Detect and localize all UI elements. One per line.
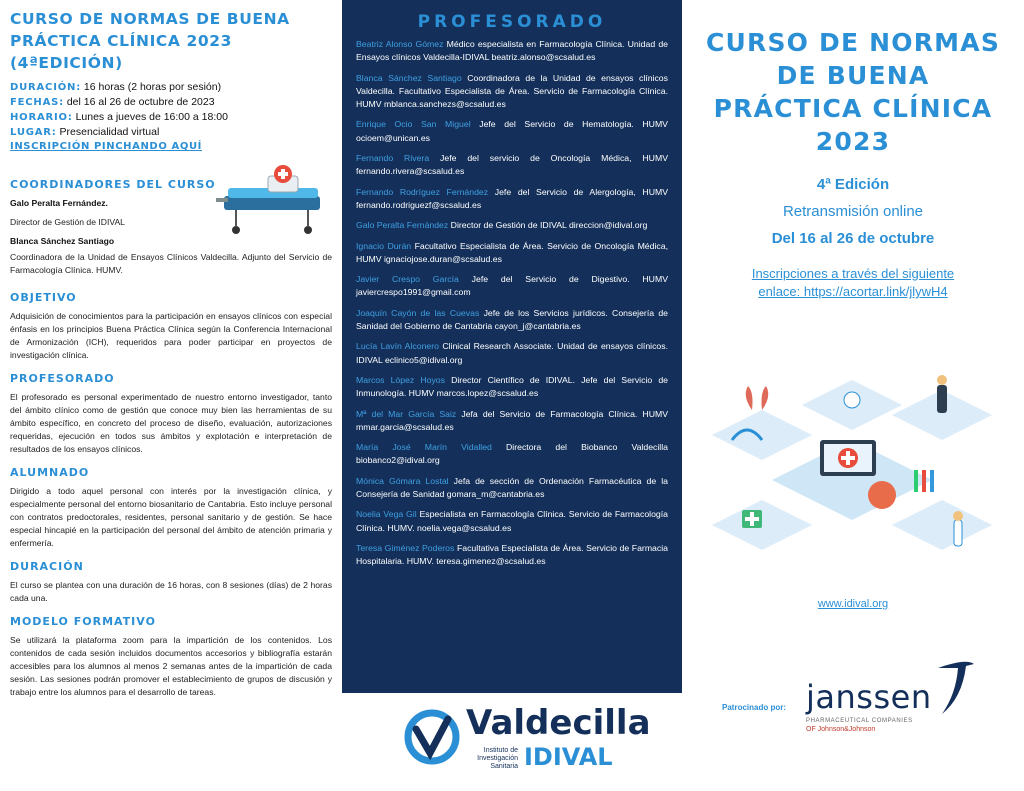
faculty-entry <box>356 118 668 145</box>
valdecilla-subtitle: Instituto de Investigación Sanitaria <box>477 747 518 770</box>
faculty-entry <box>356 508 668 535</box>
idival-wordmark: IDIVAL <box>524 743 613 771</box>
faculty-entry-desc: Jefa del Servicio de Farmacología Clínica. HUMV mmar.garcia@scsalud.es <box>356 408 668 432</box>
signup-link[interactable]: Inscripciones a través del siguiente enlace: https://acortar.link/jlywH4 <box>751 266 955 299</box>
duration-text: El curso se plantea con una duración de 16 horas, con 8 sesiones (días) de 2 horas cada una. <box>10 580 332 603</box>
faculty-list <box>356 38 668 569</box>
model-heading: MODELO FORMATIVO <box>10 615 156 628</box>
faculty-entry-name: Javier Crespo García <box>356 274 459 285</box>
janssen-wordmark: janssen <box>806 678 932 716</box>
info-place: LUGAR: Presencialidad virtual <box>10 126 160 138</box>
faculty-entry-name: Marcos López Hoyos <box>356 374 445 385</box>
faculty-entry-name: Lucía Lavín Alconero <box>356 341 439 352</box>
coordinators-heading: COORDINADORES DEL CURSO <box>10 178 216 191</box>
faculty-entry <box>356 273 668 300</box>
faculty-entry-desc: Facultativa Especialista de Área. Servicio de Farmacia Hospitalaria. HUMV. teresa.gimenez@scsalud.es <box>356 542 668 567</box>
faculty-entry-desc: Jefe de los Servicios jurídicos. Consejería de Sanidad del Gobierno de Cantabria cayon_j@cantabria.es <box>356 307 668 332</box>
objective-text: Adquisición de conocimientos para la participación en ensayos clínicos con especial énfasis en los principios Buena Práctica Clínica según la Conferencia Internacional de Armonización (ICH), requeridos para poder participar en proyectos de investigación clínica. <box>10 311 332 360</box>
faculty-entry <box>356 441 668 468</box>
faculty-entry-name: Teresa Giménez Poderos <box>356 542 455 553</box>
janssen-swoosh-icon <box>936 658 976 718</box>
faculty-text: El profesorado es personal experimentado de nuestro entorno investigador, tanto del ámbito clínico como de gestión que conoce muy bien las herramientas de su ámbito específico, en concreto del proceso de diseño, evaluación, autorizaciones requeridas, ejecución en todos sus ámbitos y explotación e interpretación de resultados de los ensayos clínicos. <box>10 392 332 454</box>
janssen-subtitle-1: PHARMACEUTICAL COMPANIES <box>806 718 913 724</box>
coordinator-2-name: Blanca Sánchez Santiago <box>10 236 115 246</box>
valdecilla-mark-icon <box>402 707 462 767</box>
faculty-entry-name: Blanca Sánchez Santiago <box>356 72 462 83</box>
medical-illustration <box>702 370 1002 570</box>
course-info <box>10 80 332 154</box>
faculty-entry-desc: Coordinadora de la Unidad de ensayos clínicos Valdecilla. Facultativo Especialista de Área. Servicio de Farmacología Clínica. HUMV mblanca.sanchezs@scsalud.es <box>356 72 668 110</box>
info-schedule: HORARIO: Lunes a jueves de 16:00 a 18:00 <box>10 111 228 123</box>
cover-dates: Del 16 al 26 de octubre <box>771 230 935 247</box>
faculty-entry <box>356 408 668 435</box>
faculty-entry <box>356 374 668 401</box>
faculty-entry-name: Fernando Rivera <box>356 153 430 164</box>
faculty-entry-desc: Especialista en Farmacología Clínica. Servicio de Farmacología Clínica. HUMV. noelia.vega@scsalud.es <box>356 509 668 533</box>
faculty-entry-name: Galo Peralta Fernández <box>356 220 449 231</box>
faculty-heading: PROFESORADO <box>10 372 115 385</box>
faculty-entry <box>356 475 668 502</box>
duration-heading: DURACIÓN <box>10 560 84 573</box>
faculty-entry-desc: Jefa de sección de Ordenación Farmacéutica de la Consejería de Sanidad gomara_m@cantabria.es <box>356 475 668 500</box>
faculty-entry-desc: Jefe del Servicio de Alergología, HUMV fernando.rodriguezf@scsalud.es <box>356 186 668 210</box>
faculty-entry <box>356 152 668 179</box>
coordinator-2-role: Coordinadora de la Unidad de Ensayos Clínicos Valdecilla. Adjunto del Servicio de Farmacología Clínica. HUMV. <box>10 252 332 275</box>
left-panel <box>0 0 342 791</box>
stretcher-illustration <box>216 158 334 238</box>
faculty-entry-name: Beatriz Alonso Gómez <box>356 39 444 49</box>
info-duration: DURACIÓN: 16 horas (2 horas por sesión) <box>10 81 222 93</box>
website-link[interactable]: www.idival.org <box>817 598 889 610</box>
students-text: Dirigido a todo aquel personal con interés por la investigación clínica, y especialmente personal del entorno biosanitario de Cantabria. Esto incluye personal con contratos predoctorales, residentes, personal sanitario y de gestión. Se hace especial hincapié en la participación del personal del ámbito de atención primaria y enfermería. <box>10 486 332 548</box>
course-title: CURSO DE NORMAS DE BUENA PRÁCTICA CLÍNICA 2023 (4ªEDICIÓN) <box>10 10 290 72</box>
faculty-entry-desc: Jefe del Servicio de Hematología. HUMV ocioem@unican.es <box>356 119 668 143</box>
valdecilla-wordmark: Valdecilla <box>466 703 651 743</box>
inscription-link[interactable]: INSCRIPCIÓN PINCHANDO AQUÍ <box>10 141 202 152</box>
coordinator-1-role: Director de Gestión de IDIVAL <box>10 217 125 227</box>
faculty-entry-name: Mónica Gómara Lostal <box>356 475 449 486</box>
sponsored-by-label: Patrocinado por: <box>722 703 787 712</box>
faculty-entry <box>356 240 668 267</box>
faculty-entry-name: Fernando Rodríguez Fernández <box>356 186 489 197</box>
faculty-entry <box>356 186 668 213</box>
objective-heading: OBJETIVO <box>10 291 77 304</box>
faculty-entry-name: María José Marín Vidalled <box>356 442 492 453</box>
coordinators-section <box>10 178 332 277</box>
faculty-entry-desc: Director Científico de IDIVAL. Jefe del Servicio de Inmunología. HUMV marcos.lopez@scsalud.es <box>356 374 668 399</box>
janssen-logo <box>806 678 986 748</box>
faculty-entry-desc: Médico especialista en Farmacología Clínica. Unidad de Ensayos clínicos Valdecilla-IDIVAL beatriz.alonso@scsalud.es <box>356 39 668 63</box>
faculty-entry <box>356 38 668 65</box>
cover-broadcast: Retransmisión online <box>782 203 924 220</box>
coordinator-1-name: Galo Peralta Fernández. <box>10 198 108 208</box>
faculty-entry-desc: Jefe del servicio de Oncología Médica, HUMV fernando.rivera@scsalud.es <box>356 153 668 177</box>
students-heading: ALUMNADO <box>10 466 90 479</box>
faculty-entry <box>356 219 668 232</box>
faculty-entry <box>356 72 668 112</box>
faculty-entry-desc: Jefe del Servicio de Digestivo. HUMV javiercrespo1991@gmail.com <box>356 274 668 298</box>
faculty-entry <box>356 307 668 334</box>
faculty-entry <box>356 542 668 569</box>
faculty-entry <box>356 340 668 367</box>
faculty-entry-name: Noelia Vega Gil <box>356 509 417 520</box>
info-dates: FECHAS: del 16 al 26 de octubre de 2023 <box>10 96 215 108</box>
faculty-title: PROFESORADO <box>417 12 607 32</box>
valdecilla-logo <box>342 693 682 791</box>
cover-edition: 4ª Edición <box>816 176 890 193</box>
faculty-entry-desc: Facultativo Especialista de Área. Servicio de Oncología Médica, HUMV ignaciojose.duran@scsalud.es <box>356 240 668 264</box>
faculty-panel <box>342 0 682 791</box>
faculty-entry-name: Ignacio Durán <box>356 240 412 251</box>
cover-title: CURSO DE NORMAS DE BUENA PRÁCTICA CLÍNICA 2023 <box>705 28 1001 156</box>
model-text: Se utilizará la plataforma zoom para la impartición de los contenidos. Los contenidos de cada sesión incluidos documentos accesorios y bibliografía estarán accesibles para los alumnos al menos 2 semanas antes de la impartición de cada sesión. Las sesiones podrán promover el establecimiento de grupos de discusión y trabajo entre los alumnos para el desarrollo de tareas. <box>10 635 332 697</box>
janssen-subtitle-2: OF Johnson&Johnson <box>806 726 876 733</box>
faculty-entry-desc: Directora del Biobanco Valdecilla biobanco2@idival.org <box>356 442 668 466</box>
faculty-entry-desc: Clinical Research Associate. Unidad de ensayos clínicos. IDIVAL eclinico5@idival.org <box>356 341 669 365</box>
faculty-entry-desc: Director de Gestión de IDIVAL direccion@idival.org <box>450 220 648 231</box>
faculty-entry-name: Mª del Mar García Saiz <box>356 408 457 419</box>
faculty-entry-name: Joaquín Cayón de las Cuevas <box>356 307 480 318</box>
faculty-entry-name: Enrique Ocio San Miguel <box>356 119 471 130</box>
